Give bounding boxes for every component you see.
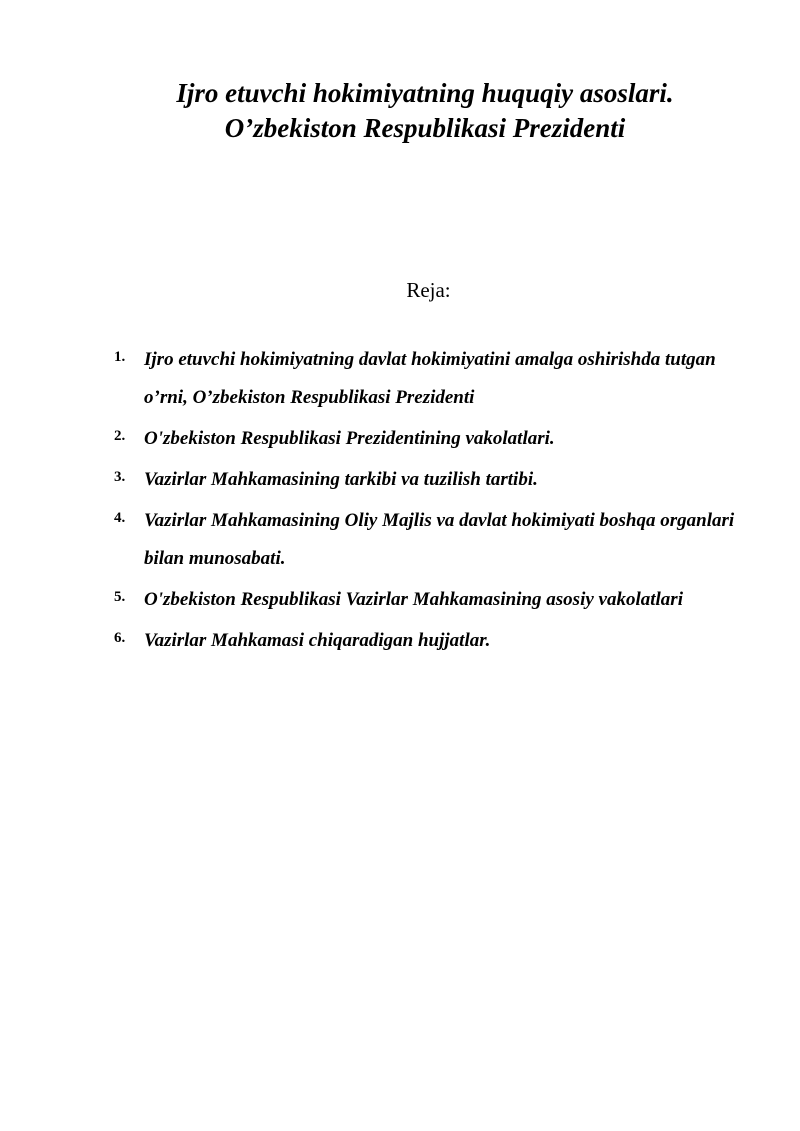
plan-item-text: Vazirlar Mahkamasining Oliy Majlis va davlat hokimiyati boshqa organlari bilan munosabati. [144, 510, 735, 569]
plan-item-text: Vazirlar Mahkamasi chiqaradigan hujjatlar. [144, 630, 491, 651]
plan-item-number: 3. [114, 469, 126, 485]
plan-item-number: 6. [114, 630, 126, 646]
document-title [0, 76, 800, 146]
plan-item-4 [0, 502, 800, 578]
plan-item-number: 5. [114, 589, 126, 605]
plan-item-text: Vazirlar Mahkamasining tarkibi va tuzilish tartibi. [144, 469, 538, 490]
plan-item-number: 1. [114, 349, 126, 365]
plan-item-6 [0, 622, 800, 660]
plan-item-number: 4. [114, 510, 126, 526]
plan-item-3 [0, 461, 800, 499]
plan-item-1 [0, 341, 800, 417]
plan-item-5 [0, 581, 800, 619]
plan-item-text: O'zbekiston Respublikasi Vazirlar Mahkamasining asosiy vakolatlari [144, 589, 683, 610]
plan-heading: Reja: [406, 278, 451, 302]
plan-item-text: O'zbekiston Respublikasi Prezidentining vakolatlari. [144, 428, 555, 449]
plan-item-number: 2. [114, 428, 126, 444]
title-line-1: Ijro etuvchi hokimiyatning huquqiy asoslari. [176, 78, 674, 108]
plan-item-text: Ijro etuvchi hokimiyatning davlat hokimiyatini amalga oshirishda tutgan o’rni, O’zbekiston Respublikasi Prezidenti [144, 349, 716, 408]
plan-list [0, 344, 800, 666]
plan-item-2 [0, 420, 800, 458]
title-line-2: O’zbekiston Respublikasi Prezidenti [224, 113, 626, 143]
